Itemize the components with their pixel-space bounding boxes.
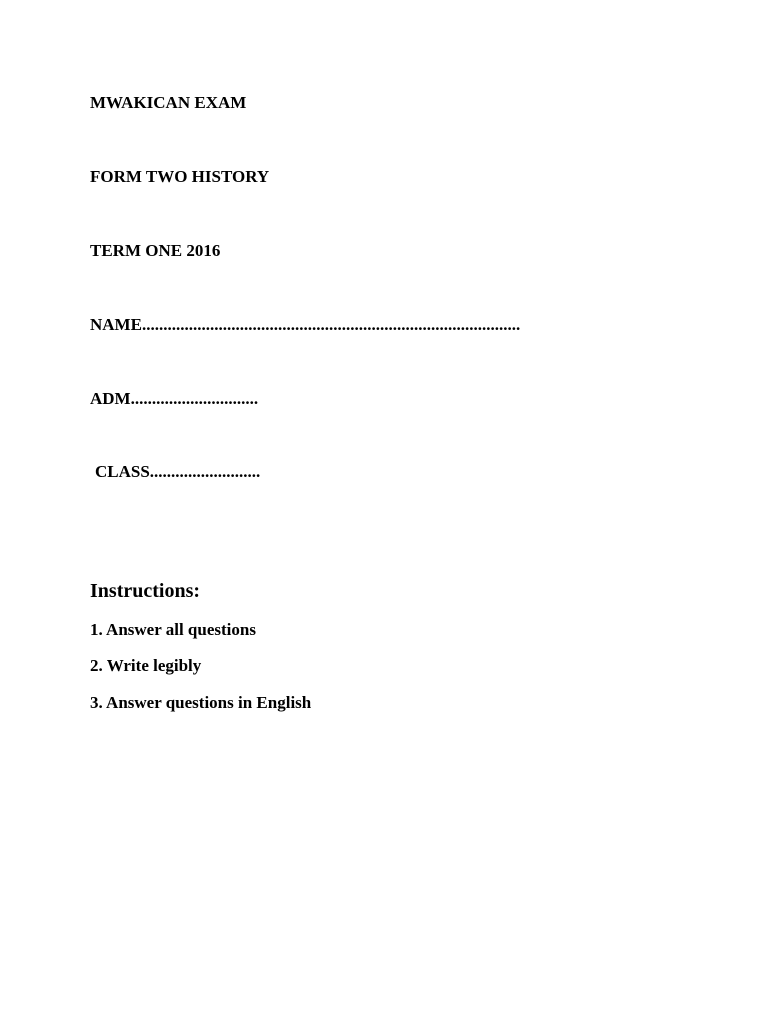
- exam-name: MWAKICAN EXAM: [90, 93, 247, 112]
- instruction-item: 1. Answer all questions: [90, 620, 256, 639]
- name-field: NAME.........................................................................................: [90, 315, 521, 334]
- adm-field: ADM..............................: [90, 389, 259, 408]
- instruction-item: 3. Answer questions in English: [90, 693, 312, 712]
- class-field: CLASS..........................: [95, 462, 261, 481]
- term-label: TERM ONE 2016: [90, 241, 221, 260]
- subject-title: FORM TWO HISTORY: [90, 167, 270, 186]
- instruction-item: 2. Write legibly: [90, 656, 202, 675]
- instructions-heading: Instructions:: [90, 580, 201, 602]
